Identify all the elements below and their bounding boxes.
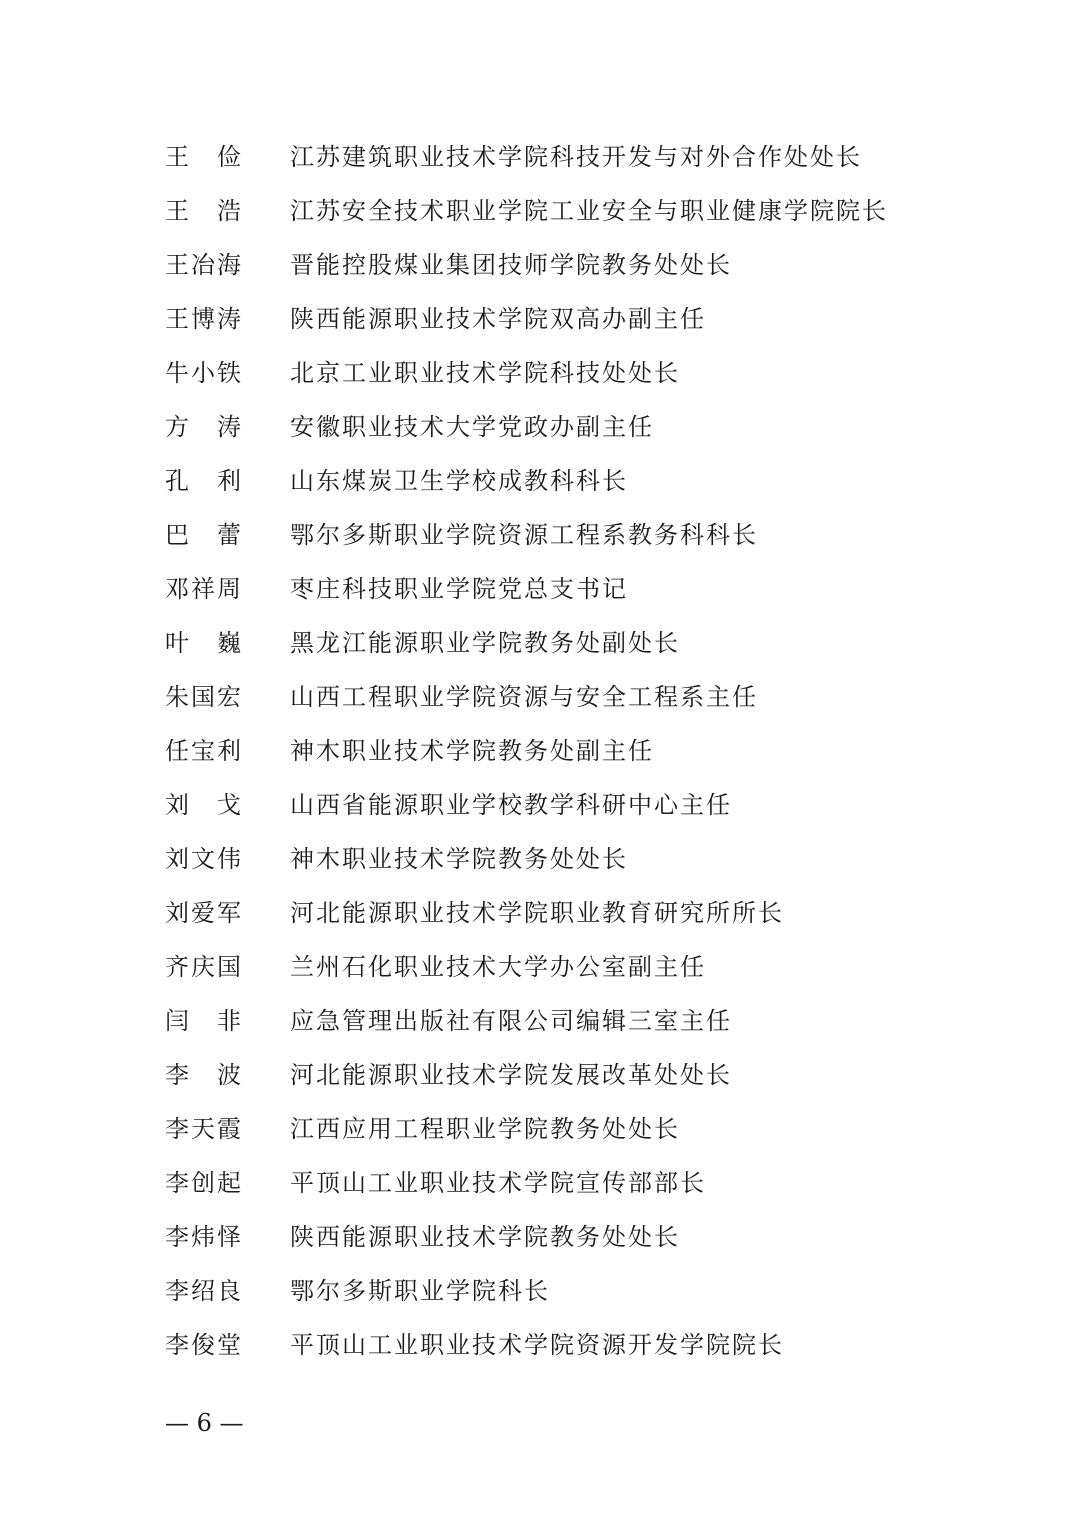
member-name-char: 王: [165, 251, 189, 279]
member-name-char: 文: [191, 845, 215, 873]
member-name-char: 利: [217, 467, 241, 495]
member-name-char: 巴: [165, 521, 189, 549]
member-name: [165, 184, 241, 238]
member-name: [165, 778, 241, 832]
member-name-char: 宏: [217, 683, 241, 711]
list-item: [165, 616, 1025, 670]
member-name-char: 李: [165, 1061, 189, 1089]
member-name: [165, 616, 241, 670]
member-affiliation: 河北能源职业技术学院发展改革处处长: [290, 1061, 732, 1089]
member-name-char: 起: [217, 1169, 241, 1197]
member-affiliation: 平顶山工业职业技术学院宣传部部长: [290, 1169, 706, 1197]
member-affiliation: 神木职业技术学院教务处处长: [290, 845, 628, 873]
member-name: [165, 238, 241, 292]
member-name: [165, 670, 241, 724]
member-name-char: 刘: [165, 791, 189, 819]
member-name-char: 霞: [217, 1115, 241, 1143]
member-name-char: 李: [165, 1277, 189, 1305]
member-name-char: 李: [165, 1115, 189, 1143]
member-name-char: 怿: [217, 1223, 241, 1251]
list-item: [165, 832, 1025, 886]
member-name-char: 博: [191, 305, 215, 333]
member-name: [165, 994, 241, 1048]
member-name: [165, 1048, 241, 1102]
member-name: [165, 562, 241, 616]
member-name: [165, 292, 241, 346]
page-number: — 6 —: [165, 1409, 244, 1437]
member-name: [165, 1102, 241, 1156]
list-item: [165, 1102, 1025, 1156]
member-name-char: 国: [217, 953, 241, 981]
member-affiliation: 北京工业职业技术学院科技处处长: [290, 359, 680, 387]
member-name-char: 军: [217, 899, 241, 927]
member-name-char: 涛: [217, 413, 241, 441]
member-affiliation: 鄂尔多斯职业学院科长: [290, 1277, 550, 1305]
member-affiliation: 河北能源职业技术学院职业教育研究所所长: [290, 899, 784, 927]
member-name-char: 非: [217, 1007, 241, 1035]
member-name-char: 闫: [165, 1007, 189, 1035]
member-name-char: 蕾: [217, 521, 241, 549]
list-item: [165, 724, 1025, 778]
member-name-char: 方: [165, 413, 189, 441]
member-name-char: 冶: [191, 251, 215, 279]
member-affiliation: 鄂尔多斯职业学院资源工程系教务科科长: [290, 521, 758, 549]
member-name-char: 刘: [165, 899, 189, 927]
list-item: [165, 1048, 1025, 1102]
member-affiliation: 晋能控股煤业集团技师学院教务处处长: [290, 251, 732, 279]
member-affiliation: 兰州石化职业技术大学办公室副主任: [290, 953, 706, 981]
member-affiliation: 陕西能源职业技术学院教务处处长: [290, 1223, 680, 1251]
member-name-char: 刘: [165, 845, 189, 873]
member-name: [165, 1318, 241, 1372]
member-name: [165, 454, 241, 508]
member-name: [165, 346, 241, 400]
member-name-char: 炜: [191, 1223, 215, 1251]
list-item: [165, 778, 1025, 832]
list-item: [165, 562, 1025, 616]
member-name: [165, 832, 241, 886]
member-name-char: 李: [165, 1169, 189, 1197]
member-name-char: 利: [217, 737, 241, 765]
list-item: [165, 886, 1025, 940]
member-name-char: 戈: [217, 791, 241, 819]
member-affiliation: 枣庄科技职业学院党总支书记: [290, 575, 628, 603]
list-item: [165, 400, 1025, 454]
list-item: [165, 1318, 1025, 1372]
member-affiliation: 应急管理出版社有限公司编辑三室主任: [290, 1007, 732, 1035]
member-name: [165, 724, 241, 778]
member-name-char: 绍: [191, 1277, 215, 1305]
member-name-char: 任: [165, 737, 189, 765]
list-item: [165, 184, 1025, 238]
list-item: [165, 1210, 1025, 1264]
member-name-char: 叶: [165, 629, 189, 657]
member-name-char: 铁: [217, 359, 241, 387]
member-list: [165, 130, 1025, 1372]
member-name: [165, 1264, 241, 1318]
list-item: [165, 994, 1025, 1048]
member-name-char: 李: [165, 1331, 189, 1359]
member-name-char: 俭: [217, 143, 241, 171]
list-item: [165, 238, 1025, 292]
list-item: [165, 346, 1025, 400]
member-name-char: 王: [165, 197, 189, 225]
member-affiliation: 江西应用工程职业学院教务处处长: [290, 1115, 680, 1143]
list-item: [165, 940, 1025, 994]
member-name: [165, 400, 241, 454]
list-item: [165, 670, 1025, 724]
member-affiliation: 山西省能源职业学校教学科研中心主任: [290, 791, 732, 819]
list-item: [165, 130, 1025, 184]
member-name-char: 创: [191, 1169, 215, 1197]
member-name-char: 国: [191, 683, 215, 711]
member-name: [165, 940, 241, 994]
member-affiliation: 山西工程职业学院资源与安全工程系主任: [290, 683, 758, 711]
member-affiliation: 陕西能源职业技术学院双高办副主任: [290, 305, 706, 333]
member-name: [165, 508, 241, 562]
member-name-char: 齐: [165, 953, 189, 981]
member-name-char: 朱: [165, 683, 189, 711]
member-name-char: 浩: [217, 197, 241, 225]
member-name-char: 涛: [217, 305, 241, 333]
member-name-char: 邓: [165, 575, 189, 603]
member-affiliation: 黑龙江能源职业学院教务处副处长: [290, 629, 680, 657]
member-name-char: 王: [165, 305, 189, 333]
member-name: [165, 130, 241, 184]
member-name-char: 伟: [217, 845, 241, 873]
member-affiliation: 山东煤炭卫生学校成教科科长: [290, 467, 628, 495]
member-name-char: 巍: [217, 629, 241, 657]
member-name-char: 爱: [191, 899, 215, 927]
member-name-char: 孔: [165, 467, 189, 495]
list-item: [165, 1264, 1025, 1318]
member-name-char: 俊: [191, 1331, 215, 1359]
member-affiliation: 神木职业技术学院教务处副主任: [290, 737, 654, 765]
member-name-char: 宝: [191, 737, 215, 765]
list-item: [165, 1156, 1025, 1210]
member-name: [165, 1156, 241, 1210]
member-name-char: 良: [217, 1277, 241, 1305]
member-name-char: 波: [217, 1061, 241, 1089]
list-item: [165, 292, 1025, 346]
member-name-char: 海: [217, 251, 241, 279]
member-name-char: 王: [165, 143, 189, 171]
list-item: [165, 454, 1025, 508]
member-name-char: 庆: [191, 953, 215, 981]
member-name: [165, 1210, 241, 1264]
member-affiliation: 江苏建筑职业技术学院科技开发与对外合作处处长: [290, 143, 862, 171]
member-affiliation: 安徽职业技术大学党政办副主任: [290, 413, 654, 441]
member-name-char: 祥: [191, 575, 215, 603]
member-name-char: 牛: [165, 359, 189, 387]
member-name-char: 堂: [217, 1331, 241, 1359]
member-name-char: 天: [191, 1115, 215, 1143]
member-name-char: 李: [165, 1223, 189, 1251]
member-affiliation: 平顶山工业职业技术学院资源开发学院院长: [290, 1331, 784, 1359]
member-name-char: 小: [191, 359, 215, 387]
member-name: [165, 886, 241, 940]
list-item: [165, 508, 1025, 562]
member-name-char: 周: [217, 575, 241, 603]
member-affiliation: 江苏安全技术职业学院工业安全与职业健康学院院长: [290, 197, 888, 225]
